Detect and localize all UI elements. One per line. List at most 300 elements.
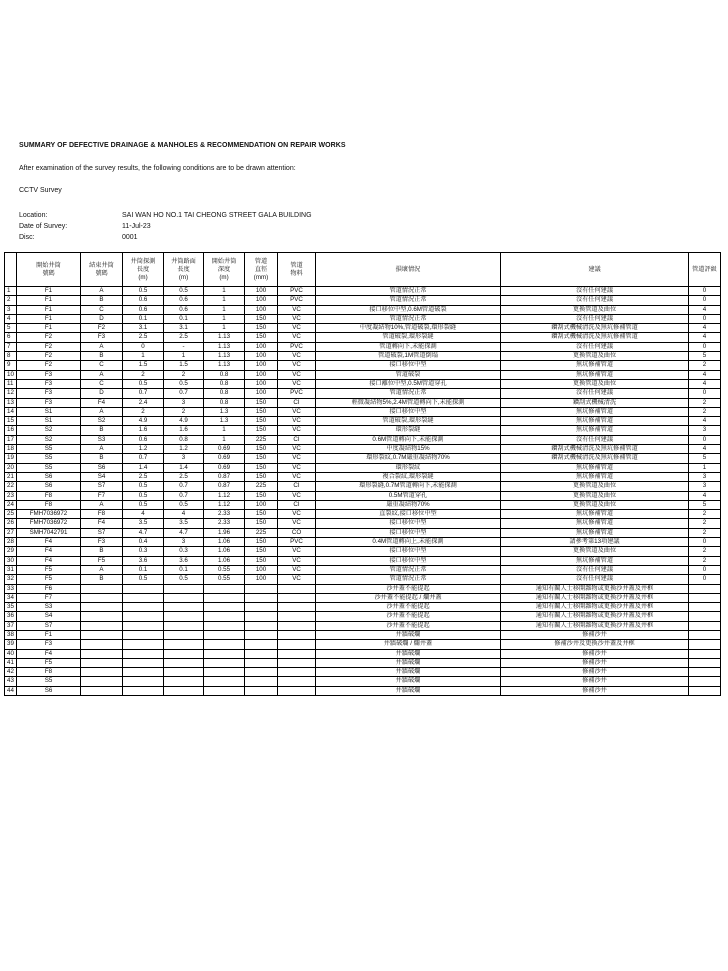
table-cell: F1 [17, 287, 81, 296]
table-cell [204, 603, 245, 612]
table-row [5, 565, 721, 574]
table-cell: 13 [5, 398, 17, 407]
table-cell: 無坑修補管道 [501, 417, 689, 426]
table-cell: 沒有任何建議 [501, 575, 689, 584]
survey-meta [19, 210, 312, 243]
table-cell: 0.5 [123, 491, 164, 500]
table-cell: 中度凝結物15% [316, 445, 501, 454]
table-cell: 1 [204, 296, 245, 305]
table-cell: 0.1 [123, 314, 164, 323]
table-cell: 沙井蓋不能提起 [316, 584, 501, 593]
table-cell [81, 584, 123, 593]
table-cell: 1.96 [204, 528, 245, 537]
table-cell: 1.06 [204, 538, 245, 547]
table-cell: 100 [245, 389, 278, 398]
table-cell: 0.5 [164, 575, 204, 584]
table-cell: 0.1 [123, 565, 164, 574]
table-cell [81, 668, 123, 677]
table-cell: 4 [689, 305, 721, 314]
table-cell [123, 612, 164, 621]
table-cell: 無坑修補管道 [501, 426, 689, 435]
table-cell [123, 686, 164, 695]
table-cell: 225 [245, 482, 278, 491]
table-cell: 1 [204, 314, 245, 323]
table-cell [245, 668, 278, 677]
table-cell [81, 658, 123, 667]
table-cell: 通知有關人士移開雜物或更換沙井蓋及井框 [501, 584, 689, 593]
table-cell: 26 [5, 519, 17, 528]
table-cell: 5 [689, 352, 721, 361]
table-cell: 1.12 [204, 500, 245, 509]
table-cell: 150 [245, 333, 278, 342]
table-row [5, 361, 721, 370]
table-cell: 接口移位中型 [316, 528, 501, 537]
table-cell: F3 [17, 379, 81, 388]
table-cell: PVC [278, 389, 316, 398]
table-cell: 管道破裂,環形裂縫 [316, 417, 501, 426]
table-cell: 1 [123, 352, 164, 361]
table-cell: 0.5 [123, 575, 164, 584]
table-cell: 井牆破爛 [316, 668, 501, 677]
table-cell: 2 [164, 407, 204, 416]
table-cell: CI [278, 398, 316, 407]
table-cell: 0.6 [123, 435, 164, 444]
table-cell: 通知有關人士移開雜物或更換沙井蓋及井框 [501, 621, 689, 630]
table-cell: 1.3 [204, 417, 245, 426]
table-cell [278, 668, 316, 677]
report-heading: SUMMARY OF DEFECTIVE DRAINAGE & MANHOLES & RECOMMENDATION ON REPAIR WORKS [19, 142, 346, 149]
table-cell: 4.7 [164, 528, 204, 537]
table-cell: 16 [5, 426, 17, 435]
table-cell: 15 [5, 417, 17, 426]
table-row [5, 491, 721, 500]
table-cell: 12 [5, 389, 17, 398]
table-cell: 0.5M管道穿孔 [316, 491, 501, 500]
table-cell [278, 630, 316, 639]
table-cell: F2 [17, 333, 81, 342]
meta-value: SAI WAN HO NO.1 TAI CHEONG STREET GALA BUILDING [122, 212, 312, 219]
table-cell: 1.06 [204, 547, 245, 556]
table-cell: 2 [164, 370, 204, 379]
table-cell [204, 686, 245, 695]
table-cell: VC [278, 445, 316, 454]
table-cell: VC [278, 407, 316, 416]
table-row [5, 621, 721, 630]
table-cell: VC [278, 426, 316, 435]
table-cell: S5 [17, 463, 81, 472]
table-cell: 環形裂縫,0.7M管道轉向下,未能探測 [316, 482, 501, 491]
table-cell: 20 [5, 463, 17, 472]
table-cell: 3.5 [123, 519, 164, 528]
table-cell: 0.6 [164, 296, 204, 305]
table-row [5, 445, 721, 454]
table-cell: 1 [204, 435, 245, 444]
table-cell: D [81, 314, 123, 323]
table-cell: 100 [245, 370, 278, 379]
table-cell: F8 [81, 510, 123, 519]
table-cell: 1.13 [204, 333, 245, 342]
table-cell: 修補沙井 [501, 668, 689, 677]
table-cell: 0.69 [204, 454, 245, 463]
table-row [5, 510, 721, 519]
table-cell: 2 [5, 296, 17, 305]
table-cell: FMH7036972 [17, 510, 81, 519]
table-cell: B [81, 296, 123, 305]
table-cell: 100 [245, 296, 278, 305]
table-cell: 0.6M管道轉向下,未能探測 [316, 435, 501, 444]
table-cell: 0.87 [204, 472, 245, 481]
table-cell: VC [278, 454, 316, 463]
table-cell: 1 [204, 305, 245, 314]
table-cell: 管道破裂,環形裂縫 [316, 333, 501, 342]
table-cell: 1.3 [204, 407, 245, 416]
meta-value: 11-Jul-23 [122, 223, 151, 230]
table-cell: 2.5 [123, 333, 164, 342]
table-cell: 0 [689, 342, 721, 351]
table-cell: 100 [245, 342, 278, 351]
table-cell: 4 [5, 314, 17, 323]
table-cell [278, 658, 316, 667]
table-cell: 井牆破爛 [316, 630, 501, 639]
table-row [5, 612, 721, 621]
table-cell: 150 [245, 314, 278, 323]
table-cell: 更換管道及曲位 [501, 500, 689, 509]
table-cell: 1.4 [164, 463, 204, 472]
table-cell [164, 686, 204, 695]
table-cell [164, 640, 204, 649]
table-cell: 0 [689, 314, 721, 323]
table-cell: 24 [5, 500, 17, 509]
table-cell: CI [278, 500, 316, 509]
table-cell: A [81, 370, 123, 379]
table-cell: VC [278, 417, 316, 426]
table-cell: 43 [5, 677, 17, 686]
table-cell: 沒有任何建議 [501, 565, 689, 574]
table-cell: F1 [17, 296, 81, 305]
table-cell: 通知有關人士移開雜物或更換沙井蓋及井框 [501, 612, 689, 621]
table-cell: 4 [689, 333, 721, 342]
column-header: 結束井筒 號碼 [81, 253, 123, 287]
table-cell: 0 [689, 575, 721, 584]
table-cell [245, 658, 278, 667]
table-cell: 管道情況正常 [316, 296, 501, 305]
table-cell: S5 [17, 445, 81, 454]
table-cell [204, 640, 245, 649]
table-cell: F2 [17, 352, 81, 361]
table-cell: A [81, 565, 123, 574]
table-cell: 無坑修補管道 [501, 463, 689, 472]
table-cell: 4 [689, 379, 721, 388]
table-cell: B [81, 454, 123, 463]
table-row [5, 538, 721, 547]
table-cell: 1 [689, 463, 721, 472]
table-cell: 42 [5, 668, 17, 677]
table-cell [278, 584, 316, 593]
table-cell: 2 [689, 407, 721, 416]
table-cell: F1 [17, 305, 81, 314]
table-cell: 管道情況正常 [316, 287, 501, 296]
meta-label: Date of Survey: [19, 223, 68, 230]
table-row [5, 435, 721, 444]
table-cell: 1.5 [164, 361, 204, 370]
table-cell: C [81, 361, 123, 370]
table-cell: D [81, 389, 123, 398]
table-row [5, 547, 721, 556]
table-cell: 管道破裂,1M管道倒塌 [316, 352, 501, 361]
table-cell: F4 [17, 556, 81, 565]
table-cell: 150 [245, 463, 278, 472]
table-cell: VC [278, 575, 316, 584]
table-cell: 管道破裂 [316, 370, 501, 379]
table-cell: VC [278, 379, 316, 388]
table-cell [689, 630, 721, 639]
table-cell: 沙井蓋不能提起 [316, 612, 501, 621]
table-cell: 150 [245, 426, 278, 435]
table-cell: 0.55 [204, 575, 245, 584]
table-cell: 2.33 [204, 510, 245, 519]
table-row [5, 640, 721, 649]
table-cell: 150 [245, 556, 278, 565]
table-cell: 0.3 [164, 547, 204, 556]
table-cell: 接口移位中型 [316, 519, 501, 528]
table-cell: VC [278, 361, 316, 370]
table-cell: FMH7036972 [17, 519, 81, 528]
table-cell: 請參考第13項建議 [501, 538, 689, 547]
table-cell: 2.4 [123, 398, 164, 407]
table-cell: S7 [17, 621, 81, 630]
table-cell: 1.13 [204, 342, 245, 351]
table-cell [204, 668, 245, 677]
table-row [5, 575, 721, 584]
table-cell [81, 640, 123, 649]
table-cell: 直裂紋,接口移位中型 [316, 510, 501, 519]
table-cell: 1 [204, 426, 245, 435]
table-cell [81, 621, 123, 630]
table-cell: 0.69 [204, 445, 245, 454]
table-cell: 沙井蓋不能提起 [316, 621, 501, 630]
table-cell: 接口離位中型,0.5M管道穿孔 [316, 379, 501, 388]
table-cell: S7 [81, 528, 123, 537]
table-cell: 0.7 [164, 389, 204, 398]
table-cell [689, 668, 721, 677]
table-header-row [5, 253, 721, 287]
table-cell: 0.5 [123, 287, 164, 296]
column-header: 井筒探測 長度 (m) [123, 253, 164, 287]
table-cell: 11 [5, 379, 17, 388]
table-cell: S6 [17, 482, 81, 491]
table-cell: 沒有任何建議 [501, 342, 689, 351]
table-cell: 4 [123, 510, 164, 519]
table-cell [164, 630, 204, 639]
table-cell [245, 640, 278, 649]
table-cell: F4 [17, 649, 81, 658]
table-cell: F3 [17, 398, 81, 407]
table-cell: 9 [5, 361, 17, 370]
table-row [5, 407, 721, 416]
table-cell [278, 649, 316, 658]
table-cell: 1.5 [123, 361, 164, 370]
table-cell: 中度凝結物10%,管道破裂,環形裂縫 [316, 324, 501, 333]
table-cell: VC [278, 565, 316, 574]
table-cell: 1 [164, 352, 204, 361]
table-cell: 無坑修補管道 [501, 556, 689, 565]
table-cell: 鑽刮式機械清洗及無坑修補管道 [501, 324, 689, 333]
table-row [5, 482, 721, 491]
table-cell [123, 593, 164, 602]
table-cell: 31 [5, 565, 17, 574]
table-cell [689, 686, 721, 695]
table-cell: 4.9 [123, 417, 164, 426]
table-cell: 0.87 [204, 482, 245, 491]
table-row [5, 463, 721, 472]
table-cell: F5 [17, 575, 81, 584]
table-cell: 1 [204, 287, 245, 296]
table-cell: 22 [5, 482, 17, 491]
table-cell [164, 603, 204, 612]
table-cell: 23 [5, 491, 17, 500]
table-body [5, 287, 721, 696]
table-cell: S6 [17, 686, 81, 695]
table-cell: 10 [5, 370, 17, 379]
table-cell: B [81, 352, 123, 361]
table-row [5, 528, 721, 537]
table-cell: 0.4M管道轉向上,未能探測 [316, 538, 501, 547]
table-cell: 0 [689, 287, 721, 296]
table-cell: 3.6 [164, 556, 204, 565]
table-cell: S1 [17, 417, 81, 426]
table-cell: 34 [5, 593, 17, 602]
table-cell: 2 [123, 370, 164, 379]
table-cell: 無坑修補管道 [501, 528, 689, 537]
table-row [5, 668, 721, 677]
table-cell: 4.9 [164, 417, 204, 426]
table-cell: S4 [17, 612, 81, 621]
table-cell [245, 649, 278, 658]
table-cell [689, 612, 721, 621]
table-cell: VC [278, 333, 316, 342]
table-cell: 2.5 [164, 472, 204, 481]
table-cell: F3 [17, 640, 81, 649]
table-cell: 14 [5, 407, 17, 416]
table-cell: 0 [123, 342, 164, 351]
table-cell: 3 [164, 454, 204, 463]
table-cell: 無坑修補管道 [501, 370, 689, 379]
table-cell: S2 [17, 426, 81, 435]
intro-text: After examination of the survey results, the following conditions are to be drawn attention: [19, 165, 296, 172]
table-cell [123, 630, 164, 639]
table-cell [204, 593, 245, 602]
table-cell: 2 [689, 556, 721, 565]
table-cell: 3.1 [164, 324, 204, 333]
table-cell: 更換管道及曲位 [501, 482, 689, 491]
table-cell: PVC [278, 342, 316, 351]
table-cell [278, 677, 316, 686]
table-cell [689, 640, 721, 649]
table-row [5, 417, 721, 426]
table-cell: 19 [5, 454, 17, 463]
table-cell: 27 [5, 528, 17, 537]
table-cell [204, 584, 245, 593]
table-cell: 35 [5, 603, 17, 612]
table-cell: 管道情況正常 [316, 565, 501, 574]
table-row [5, 352, 721, 361]
table-cell [164, 593, 204, 602]
table-cell: 2.5 [123, 472, 164, 481]
table-cell: 4.7 [123, 528, 164, 537]
table-cell: 3.5 [164, 519, 204, 528]
table-cell: 沙井蓋不能提起 [316, 603, 501, 612]
table-row [5, 630, 721, 639]
table-cell: B [81, 426, 123, 435]
table-cell: 0.8 [164, 435, 204, 444]
table-cell [81, 630, 123, 639]
table-cell: 3.1 [123, 324, 164, 333]
table-row [5, 593, 721, 602]
table-cell: 21 [5, 472, 17, 481]
table-cell: VC [278, 547, 316, 556]
table-cell: 井牆破爛 / 爛井蓋 [316, 640, 501, 649]
table-cell: F8 [17, 668, 81, 677]
table-cell: 2.5 [164, 333, 204, 342]
table-cell: 0.7 [164, 482, 204, 491]
table-cell: 3.6 [123, 556, 164, 565]
table-cell: 0.7 [123, 454, 164, 463]
table-cell: 7 [5, 342, 17, 351]
table-cell: 4 [689, 417, 721, 426]
table-cell: F2 [17, 342, 81, 351]
table-cell: 0.5 [164, 379, 204, 388]
table-cell: 8 [5, 352, 17, 361]
table-cell: 無坑修補管道 [501, 472, 689, 481]
table-cell [164, 584, 204, 593]
meta-label: Location: [19, 212, 48, 219]
table-cell: S2 [17, 435, 81, 444]
table-cell [81, 677, 123, 686]
table-cell: VC [278, 472, 316, 481]
table-cell: 井牆破爛 [316, 649, 501, 658]
table-cell: 2 [689, 547, 721, 556]
table-cell: 管道情況正常 [316, 314, 501, 323]
table-cell: 鑽刮式機械清洗 [501, 398, 689, 407]
table-cell: 1.6 [123, 426, 164, 435]
table-cell: 2 [123, 407, 164, 416]
table-cell: 225 [245, 528, 278, 537]
table-cell: 修補沙井 [501, 630, 689, 639]
table-cell: 0 [689, 389, 721, 398]
table-cell: 4 [689, 370, 721, 379]
table-cell: 0.8 [204, 389, 245, 398]
table-cell: 30 [5, 556, 17, 565]
table-cell [204, 658, 245, 667]
meta-disc [19, 232, 312, 243]
table-cell: 5 [689, 500, 721, 509]
table-row [5, 333, 721, 342]
table-cell [245, 593, 278, 602]
table-cell: 嚴重凝結物70% [316, 500, 501, 509]
table-cell: 環形裂縫 [316, 426, 501, 435]
table-cell: 沒有任何建議 [501, 435, 689, 444]
table-cell: F5 [81, 556, 123, 565]
table-cell [278, 621, 316, 630]
table-cell: F1 [17, 314, 81, 323]
table-cell [123, 621, 164, 630]
table-cell: CI [278, 482, 316, 491]
table-cell: B [81, 547, 123, 556]
table-cell: 修補沙井 [501, 686, 689, 695]
table-cell: 100 [245, 565, 278, 574]
table-cell: VC [278, 556, 316, 565]
table-cell: 0 [689, 565, 721, 574]
